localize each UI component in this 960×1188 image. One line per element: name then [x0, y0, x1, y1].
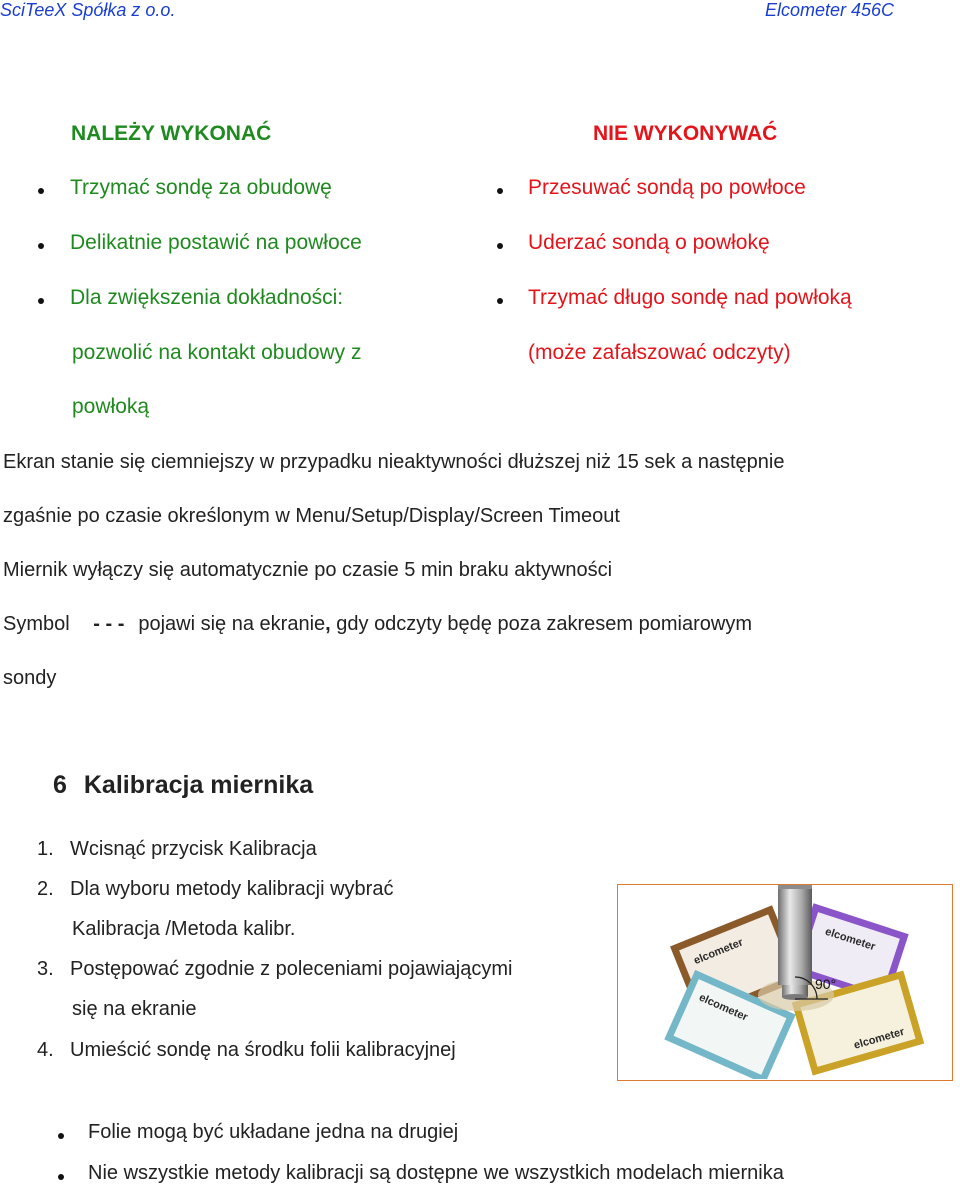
step-continuation: się na ekranie [72, 998, 197, 1020]
symbol-comma: , [325, 613, 331, 635]
dont-item-continuation: (może zafałszować odczyty) [528, 341, 791, 364]
do-item: Delikatnie postawić na powłoce [70, 231, 362, 254]
step-number: 1. [37, 838, 54, 860]
section-number: 6 [53, 771, 67, 799]
paragraph-line: Ekran stanie się ciemniejszy w przypadku nieaktywności dłuższej niż 15 sek a następnie [3, 451, 785, 473]
foil-brand: elcometer [692, 936, 745, 968]
step-number: 3. [37, 958, 54, 980]
foil-brand: elcometer [823, 925, 877, 954]
bullet-dot [38, 243, 44, 249]
bullet-dot [497, 298, 503, 304]
calibration-illustration [618, 885, 951, 1079]
foil-brand: elcometer [852, 1025, 906, 1052]
bullet-dot [497, 188, 503, 194]
symbol-line-continuation: sondy [3, 667, 57, 689]
note-item: Folie mogą być układane jedna na drugiej [88, 1121, 459, 1143]
bullet-dot [38, 298, 44, 304]
step-text: Umieścić sondę na środku folii kalibracyjnej [70, 1039, 456, 1061]
step-text: Postępować zgodnie z poleceniami pojawiającymi [70, 958, 513, 980]
out-of-range-symbol: - - - [93, 613, 125, 635]
paragraph-line: Miernik wyłączy się automatycznie po czasie 5 min braku aktywności [3, 559, 613, 581]
symbol-rest: gdy odczyty będę poza zakresem pomiarowym [330, 613, 753, 635]
step-text: Wcisnąć przycisk Kalibracja [70, 838, 317, 860]
note-item: Nie wszystkie metody kalibracji są dostępne we wszystkich modelach miernika [88, 1162, 784, 1184]
foil-brand: elcometer [697, 991, 750, 1024]
probe [778, 885, 812, 1000]
section-heading [53, 771, 313, 800]
symbol-line [3, 613, 752, 636]
symbol-prefix: Symbol [3, 613, 70, 635]
step-number: 2. [37, 878, 54, 900]
bullet-dot [58, 1133, 64, 1139]
do-item: Dla zwiększenia dokładności: [70, 286, 344, 309]
calibration-photo [617, 884, 953, 1081]
do-item-continuation: pozwolić na kontakt obudowy z [72, 341, 362, 364]
do-item: Trzymać sondę za obudowę [70, 176, 332, 199]
header-product: Elcometer 456C [765, 0, 895, 20]
do-column-title: NALEŻY WYKONAĆ [71, 122, 272, 145]
dont-item: Przesuwać sondą po powłoce [528, 176, 806, 199]
paragraph-line: zgaśnie po czasie określonym w Menu/Setup/Display/Screen Timeout [3, 505, 620, 527]
do-item-continuation: powłoką [72, 395, 150, 418]
bullet-dot [58, 1174, 64, 1180]
dont-item: Uderzać sondą o powłokę [528, 231, 770, 254]
angle-label: 90° [815, 976, 837, 992]
step-text: Dla wyboru metody kalibracji wybrać [70, 878, 394, 900]
dont-item: Trzymać długo sondę nad powłoką [528, 286, 852, 309]
dont-column-title: NIE WYKONYWAĆ [593, 122, 778, 145]
bullet-dot [497, 243, 503, 249]
header-company: SciTeeX Spółka z o.o. [0, 0, 176, 20]
section-title: Kalibracja miernika [83, 771, 314, 799]
step-continuation: Kalibracja /Metoda kalibr. [72, 918, 296, 940]
symbol-text: pojawi się na ekranie [138, 613, 326, 635]
step-number: 4. [37, 1039, 54, 1061]
bullet-dot [38, 188, 44, 194]
